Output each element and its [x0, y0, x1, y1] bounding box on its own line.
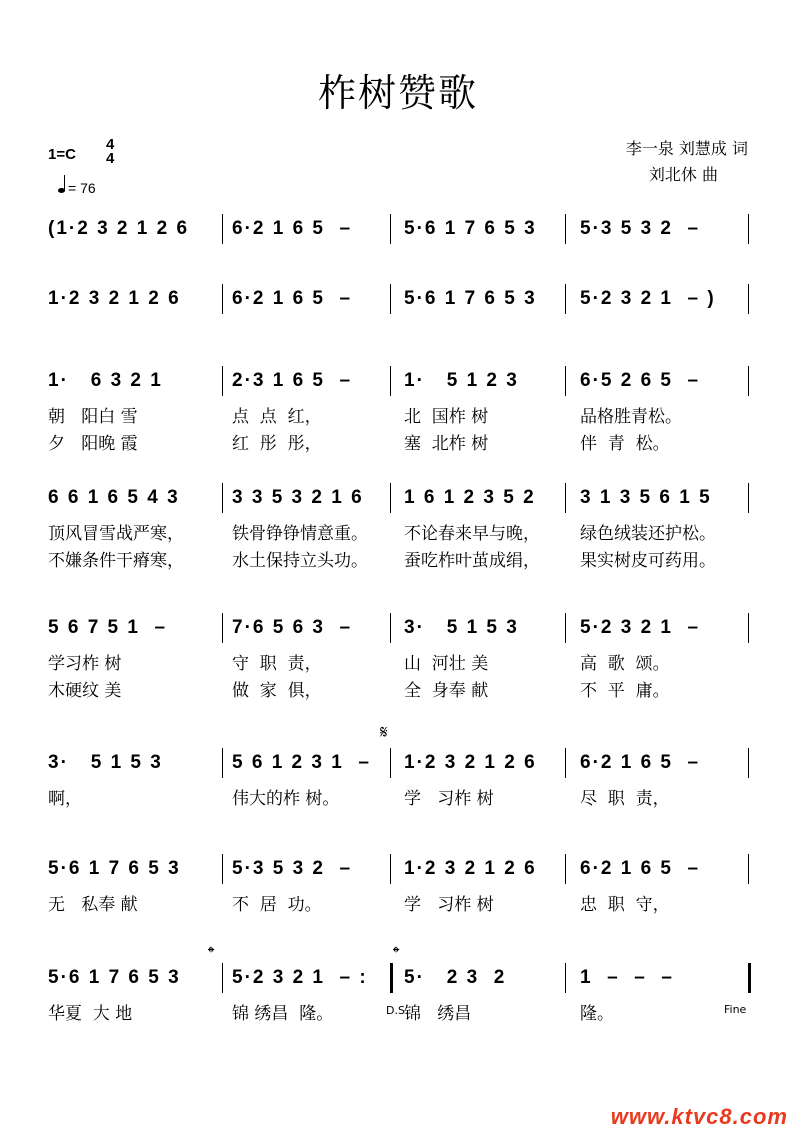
bar-line — [390, 483, 391, 513]
measure: 5·6 1 7 6 5 3 — [48, 967, 181, 988]
measure: 1·2 3 2 1 2 6 — [404, 752, 537, 773]
ds-mark: D.S. — [386, 1004, 409, 1017]
bar-line — [222, 366, 223, 396]
lyric-segment: 山 河壮 美 — [404, 654, 489, 674]
measure: 5·3 5 3 2 – — [232, 858, 353, 879]
fine-mark: Fine — [724, 1003, 747, 1016]
bar-line — [565, 214, 566, 244]
measure: 1 – – – — [580, 967, 674, 988]
lyric-line — [40, 546, 752, 570]
lyric-line — [40, 519, 752, 543]
score-row — [40, 858, 752, 888]
bar-line — [222, 963, 223, 993]
quarter-note-icon — [58, 188, 65, 193]
measure: 5·6 1 7 6 5 3 — [404, 288, 537, 309]
bar-line — [565, 483, 566, 513]
lyric-segment: 忠 职 守， — [580, 895, 670, 915]
lyric-segment: 伴 青 松。 — [580, 434, 670, 454]
score-row — [40, 288, 752, 318]
song-title: 柞树赞歌 — [317, 71, 478, 115]
lyric-line — [40, 676, 752, 700]
coda-icon-2: 𝄌 — [393, 943, 400, 964]
measure: 5 6 1 2 3 1 – — [232, 752, 371, 773]
lyric-segment: 不 居 功。 — [232, 895, 322, 915]
measure: 5·6 1 7 6 5 3 — [404, 218, 537, 239]
measure: 6·2 1 6 5 – — [580, 752, 701, 773]
measure: 3· 5 1 5 3 — [404, 617, 519, 638]
bar-line — [748, 214, 749, 244]
lyric-segment: 朝 阳白 雪 — [48, 407, 138, 427]
measure: 1·2 3 2 1 2 6 — [404, 858, 537, 879]
lyric-segment: 高 歌 颂。 — [580, 654, 670, 674]
measure: 2·3 1 6 5 – — [232, 370, 353, 391]
bar-line — [748, 963, 751, 993]
bar-line — [222, 214, 223, 244]
bar-line — [390, 214, 391, 244]
measure: (1·2 3 2 1 2 6 — [48, 218, 190, 239]
lyric-segment: 华夏 大 地 — [48, 1004, 133, 1024]
measure: 5 6 7 5 1 – — [48, 617, 168, 638]
bar-line — [390, 854, 391, 884]
bar-line — [390, 748, 391, 778]
lyric-segment: 无 私奉 献 — [48, 895, 138, 915]
measure: 1·2 3 2 1 2 6 — [48, 288, 181, 309]
measure: 6 6 1 6 5 4 3 — [48, 487, 180, 508]
lyric-segment: 锦 绣昌 隆。 — [232, 1004, 334, 1024]
score-row — [40, 487, 752, 517]
measure: 5·6 1 7 6 5 3 — [48, 858, 181, 879]
lyric-segment: 北 国柞 树 — [404, 407, 489, 427]
bar-line — [748, 748, 749, 778]
measure: 6·2 1 6 5 – — [232, 288, 353, 309]
bar-line — [390, 366, 391, 396]
bar-line — [390, 284, 391, 314]
segno-icon: 𝄋 — [380, 722, 388, 743]
score-row — [40, 218, 752, 248]
bar-line — [222, 483, 223, 513]
time-signature — [106, 138, 114, 166]
lyric-segment: 学 习柞 树 — [404, 895, 494, 915]
lyric-line — [40, 784, 752, 808]
lyric-segment: 塞 北柞 树 — [404, 434, 489, 454]
lyric-segment: 果实树皮可药用。 — [580, 551, 716, 571]
lyric-segment: 不论春来早与晚， — [404, 524, 540, 544]
lyricist-credit: 李一泉 刘慧成 词 — [625, 139, 748, 158]
score-row — [40, 617, 752, 647]
meter-top: 4 — [106, 136, 115, 153]
measure: 6·5 2 6 5 – — [580, 370, 701, 391]
score-row — [40, 967, 752, 997]
lyric-line — [40, 429, 752, 453]
measure: 6·2 1 6 5 – — [580, 858, 701, 879]
lyric-segment: 顶风冒雪战严寒， — [48, 524, 184, 544]
bar-line — [748, 366, 749, 396]
lyric-segment: 做 家 俱， — [232, 681, 322, 701]
lyric-line — [40, 649, 752, 673]
score-row — [40, 752, 752, 782]
lyric-segment: 锦 绣昌 — [404, 1004, 472, 1024]
lyric-segment: 铁骨铮铮情意重。 — [232, 524, 368, 544]
bar-line — [565, 366, 566, 396]
bar-line — [222, 613, 223, 643]
measure: 3· 5 1 5 3 — [48, 752, 163, 773]
bar-line — [748, 483, 749, 513]
lyric-segment: 夕 阳晚 霞 — [48, 434, 138, 454]
measure: 3 3 5 3 2 1 6 — [232, 487, 364, 508]
coda-icon: 𝄌 — [208, 943, 215, 964]
lyric-segment: 蚕吃柞叶茧成绢， — [404, 551, 540, 571]
bar-line — [565, 963, 566, 993]
measure: 5·3 5 3 2 – — [580, 218, 701, 239]
lyric-segment: 品格胜青松。 — [580, 407, 682, 427]
measure: 1 6 1 2 3 5 2 — [404, 487, 536, 508]
bar-line — [565, 748, 566, 778]
bar-line — [748, 613, 749, 643]
lyric-segment: 红 彤 彤， — [232, 434, 322, 454]
measure: 1· 5 1 2 3 — [404, 370, 519, 391]
measure: 1· 6 3 2 1 — [48, 370, 163, 391]
lyric-line — [40, 402, 752, 426]
key-signature: 1=C — [48, 146, 76, 163]
bar-line — [390, 963, 393, 993]
lyric-segment: 木硬纹 美 — [48, 681, 122, 701]
bar-line — [748, 854, 749, 884]
bar-line — [222, 284, 223, 314]
bar-line — [565, 854, 566, 884]
lyric-segment: 不 平 庸。 — [580, 681, 670, 701]
lyric-segment: 学习柞 树 — [48, 654, 122, 674]
lyric-segment: 啊， — [48, 789, 82, 809]
lyric-segment: 水土保持立头功。 — [232, 551, 368, 571]
lyric-segment: 绿色绒装还护松。 — [580, 524, 716, 544]
lyric-segment: 点 点 红， — [232, 407, 322, 427]
measure: 7·6 5 6 3 – — [232, 617, 353, 638]
lyric-segment: 守 职 责， — [232, 654, 322, 674]
measure: 5·2 3 2 1 – ) — [580, 288, 716, 309]
lyric-segment: 尽 职 责， — [580, 789, 670, 809]
score-row — [40, 370, 752, 400]
measure: 5·2 3 2 1 – — [580, 617, 701, 638]
measure: 5·2 3 2 1 – : — [232, 967, 368, 988]
lyric-segment: 隆。 — [580, 1004, 614, 1024]
tempo-marking — [58, 180, 96, 196]
bar-line — [565, 613, 566, 643]
lyric-segment: 不嫌条件干瘠寒， — [48, 551, 184, 571]
meter-bottom: 4 — [106, 150, 115, 167]
bar-line — [222, 748, 223, 778]
bar-line — [222, 854, 223, 884]
measure: 6·2 1 6 5 – — [232, 218, 353, 239]
lyric-segment: 学 习柞 树 — [404, 789, 494, 809]
bar-line — [565, 284, 566, 314]
watermark: www.ktvc8.com — [610, 1104, 788, 1129]
composer-credit: 刘北休 曲 — [648, 165, 718, 184]
measure: 5· 2 3 2 — [404, 967, 507, 988]
bar-line — [390, 613, 391, 643]
lyric-line — [40, 890, 752, 914]
lyric-segment: 伟大的柞 树。 — [232, 789, 340, 809]
tempo-value: = 76 — [68, 180, 96, 196]
measure: 3 1 3 5 6 1 5 — [580, 487, 712, 508]
bar-line — [748, 284, 749, 314]
lyric-segment: 全 身奉 献 — [404, 681, 489, 701]
